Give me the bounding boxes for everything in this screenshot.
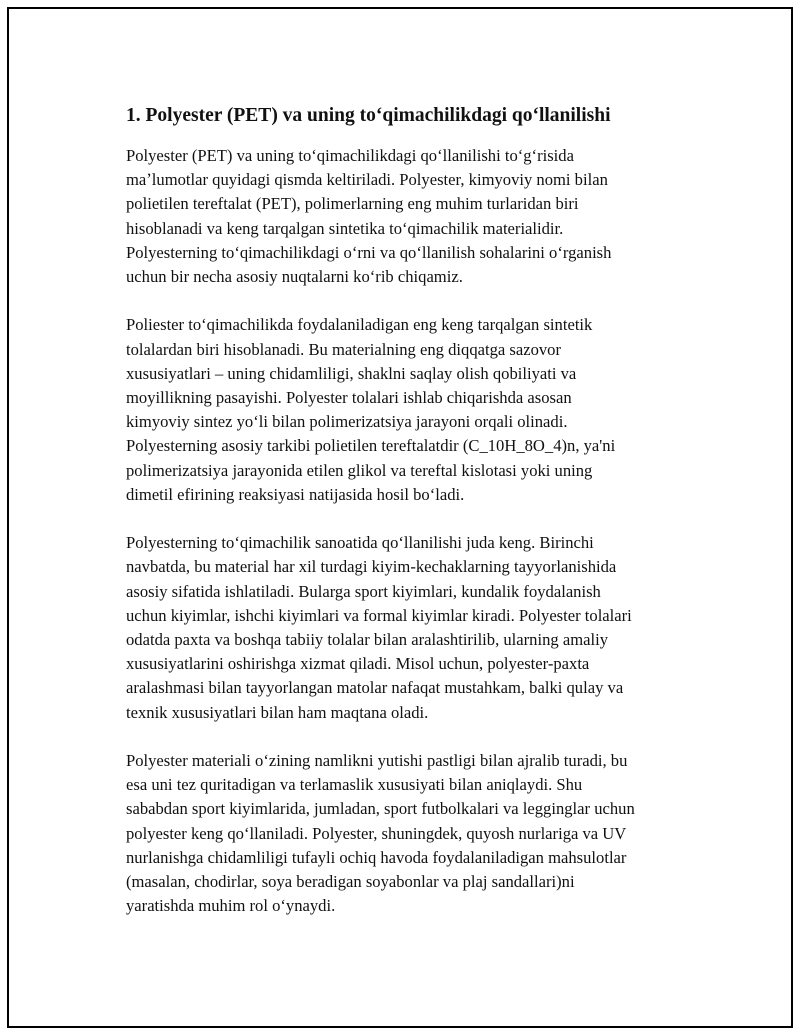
text-line: kimyoviy sintez yoʻli bilan polimerizatsiya jarayoni orqali olinadi.	[126, 412, 568, 432]
paragraph-3	[126, 531, 701, 725]
text-line: esa uni tez quritadigan va terlamaslik xususiyati bilan aniqlaydi. Shu	[126, 775, 583, 795]
text-line: uchun kiyimlar, ishchi kiyimlari va formal kiyimlar kiradi. Polyester tolalari	[126, 605, 632, 625]
text-line: maʼlumotlar quyidagi qismda keltiriladi. Polyester, kimyoviy nomi bilan	[126, 170, 608, 190]
page-frame	[7, 7, 793, 1028]
text-line: (masalan, chodirlar, soya beradigan soyabonlar va plaj sandallari)ni	[126, 872, 575, 892]
document-body	[126, 102, 701, 943]
text-line: Polyester (PET) va uning toʻqimachilikdagi qoʻllanilishi toʻgʻrisida	[126, 146, 574, 165]
text-line: tolalardan biri hisoblanadi. Bu materialning eng diqqatga sazovor	[126, 339, 562, 359]
text-line: xususiyatlari – uning chidamliligi, shaklni saqlay olish qobiliyati va	[126, 363, 577, 383]
text-line: dimetil efirining reaksiyasi natijasida hosil boʻladi.	[126, 484, 465, 504]
text-line: uchun bir necha asosiy nuqtalarni koʻrib chiqamiz.	[126, 267, 463, 287]
text-line: texnik xususiyatlari bilan ham maqtana oladi.	[126, 702, 429, 722]
text-line: polietilen tereftalat (PET), polimerlarning eng muhim turlaridan biri	[126, 194, 579, 214]
text-line: Polyesterning asosiy tarkibi polietilen tereftalatdir (C_10H_8O_4)n, ya'ni	[126, 436, 616, 456]
text-line: sababdan sport kiyimlarida, jumladan, sport futbolkalari va legginglar uchun	[126, 799, 635, 819]
text-line: Polyesterning toʻqimachilikdagi oʻrni va qoʻllanilish sohalarini oʻrganish	[126, 242, 612, 262]
paragraph-4	[126, 749, 701, 918]
text-line: polimerizatsiya jarayonida etilen glikol va tereftal kislotasi yoki uning	[126, 460, 593, 480]
section-heading: 1. Polyester (PET) va uning toʻqimachilikdagi qoʻllanilishi	[126, 105, 611, 126]
text-line: navbatda, bu material har xil turdagi kiyim-kechaklarning tayyorlanishida	[126, 557, 617, 577]
paragraph-1	[126, 144, 701, 289]
text-line: nurlanishga chidamliligi tufayli ochiq havoda foydalaniladigan mahsulotlar	[126, 847, 627, 867]
text-line: odatda paxta va boshqa tabiiy tolalar bilan aralashtirilib, ularning amaliy	[126, 630, 608, 650]
text-line: xususiyatlarini oshirishga xizmat qiladi. Misol uchun, polyester-paxta	[126, 654, 590, 674]
text-line: moyillikning pasayishi. Polyester tolalari ishlab chiqarishda asosan	[126, 388, 572, 408]
text-line: Polyesterning toʻqimachilik sanoatida qoʻllanilishi juda keng. Birinchi	[126, 533, 594, 553]
text-line: Poliester toʻqimachilikda foydalaniladigan eng keng tarqalgan sintetik	[126, 315, 593, 335]
paragraph-2	[126, 313, 701, 507]
text-line: asosiy sifatida ishlatiladi. Bularga sport kiyimlari, kundalik foydalanish	[126, 581, 601, 601]
text-line: hisoblanadi va keng tarqalgan sintetika toʻqimachilik materialidir.	[126, 218, 564, 238]
text-line: yaratishda muhim rol oʻynaydi.	[126, 896, 336, 916]
text-line: polyester keng qoʻllaniladi. Polyester, shuningdek, quyosh nurlariga va UV	[126, 823, 627, 843]
text-line: aralashmasi bilan tayyorlangan matolar nafaqat mustahkam, balki qulay va	[126, 678, 624, 698]
text-line: Polyester materiali oʻzining namlikni yutishi pastligi bilan ajralib turadi, bu	[126, 751, 628, 771]
